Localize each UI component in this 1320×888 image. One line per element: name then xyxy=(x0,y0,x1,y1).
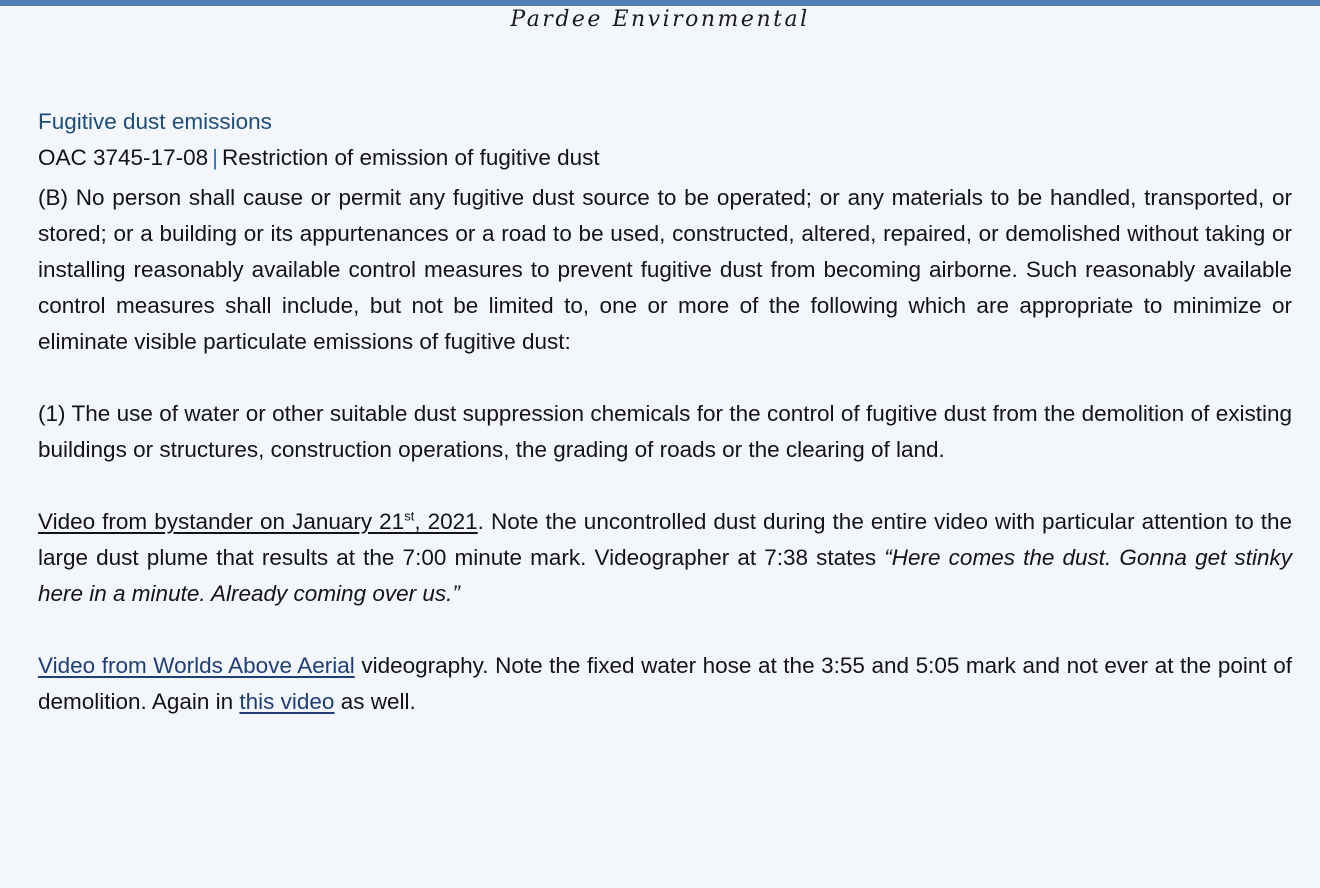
bystander-video-link-year: , 2021 xyxy=(414,509,478,534)
top-rule xyxy=(0,0,1320,6)
bystander-video-link-text: Video from bystander on January 21 xyxy=(38,509,405,534)
video-aerial-paragraph xyxy=(38,648,1292,720)
videographer-quote: “Here comes the dust. Gonna get stinky here in a minute. Already coming over us.” xyxy=(38,545,1292,606)
ordinal-suffix: st xyxy=(404,508,415,524)
video-bystander-paragraph xyxy=(38,504,1292,612)
aerial-video-note: videography. Note the fixed water hose at the 3:55 and 5:05 mark and not ever at the point of demolition. Again in xyxy=(38,653,1292,714)
bystander-video-link[interactable] xyxy=(38,509,478,534)
regulation-code: OAC 3745-17-08 xyxy=(38,145,209,170)
paragraph-1: (1) The use of water or other suitable dust suppression chemicals for the control of fugitive dust from the demolition of existing buildings or structures, construction operations, the grading of roads or the clearing of land. xyxy=(38,401,1292,462)
this-video-link[interactable]: this video xyxy=(239,689,335,714)
section-title: Fugitive dust emissions xyxy=(38,109,272,134)
paragraph-b: (B) No person shall cause or permit any fugitive dust source to be operated; or any materials to be handled, transported, or stored; or a building or its appurtenances or a road to be used, constructed, altered, repaired, or demolished without taking or installing reasonably available control measures to prevent fugitive dust from becoming airborne. Such reasonably available control measures shall include, but not be limited to, one or more of the following which are appropriate to minimize or eliminate visible particulate emissions of fugitive dust: xyxy=(38,185,1292,354)
aerial-video-link[interactable]: Video from Worlds Above Aerial xyxy=(38,653,355,678)
letterhead: Pardee Environmental xyxy=(510,7,810,32)
regulation-name: Restriction of emission of fugitive dust xyxy=(221,145,600,170)
regulation-subtitle xyxy=(38,140,1292,176)
document-body xyxy=(38,104,1292,720)
bystander-video-note: . Note the uncontrolled dust during the entire video with particular attention to the large dust plume that results at the 7:00 minute mark. Videographer at 7:38 states xyxy=(38,509,1293,570)
aerial-video-note-end: as well. xyxy=(334,689,416,714)
separator: | xyxy=(212,145,218,170)
